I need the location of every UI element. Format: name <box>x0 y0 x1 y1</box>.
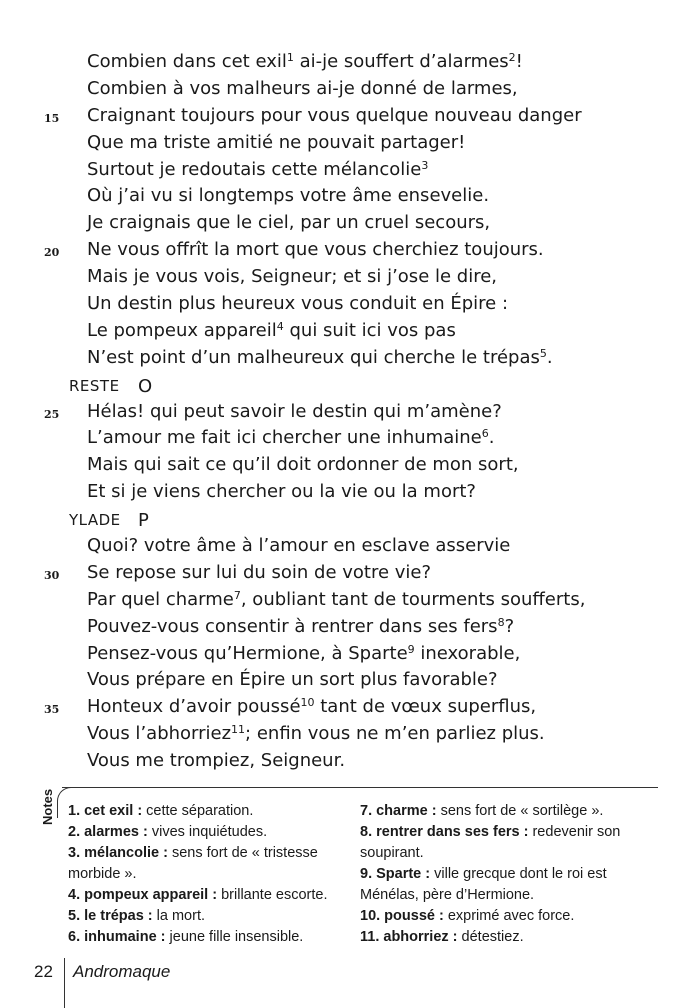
footnote <box>68 843 348 885</box>
verse-group-pylade <box>0 533 700 775</box>
verse-text <box>87 130 465 157</box>
verse-fragment: ; enfin vous ne m’en parliez plus. <box>245 723 545 745</box>
footnote-definition: sens fort de « tristesse morbide ». <box>68 845 318 882</box>
verse-fragment: Par quel charme <box>87 588 234 610</box>
footnote-ref: 11 <box>231 723 246 737</box>
verse-text <box>87 721 545 748</box>
verse-line <box>0 183 700 210</box>
verse-line <box>0 76 700 103</box>
footnote-ref: 1 <box>286 51 294 64</box>
verse-fragment: Où j’ai vu si longtemps votre âme ensevelie. <box>87 185 490 207</box>
footnote-term: 9. Sparte : <box>360 866 431 882</box>
speaker-pylade <box>0 506 700 533</box>
verse-fragment: Honteux d’avoir poussé <box>87 696 301 718</box>
footnote <box>68 822 348 843</box>
speaker-initial: O <box>138 375 153 397</box>
verse-fragment: Un destin plus heureux vous conduit en Épire : <box>87 293 509 315</box>
verse-text <box>87 264 497 291</box>
verse-text <box>87 345 553 372</box>
footnote-ref: 5 <box>539 346 547 360</box>
verse-fragment: , oubliant tant de tourments soufferts, <box>240 588 586 610</box>
verse-fragment: N’est point d’un malheureux qui cherche le trépas <box>87 346 540 368</box>
verse-line <box>0 425 700 452</box>
verse-fragment: . <box>546 346 553 368</box>
verse-line <box>0 479 700 506</box>
verse-line <box>0 345 700 372</box>
line-number: 35 <box>44 703 60 717</box>
verse-fragment: Vous prépare en Épire un sort plus favorable? <box>87 669 498 691</box>
verse-fragment: Ne vous offrît la mort que vous cherchiez toujours. <box>87 239 544 261</box>
speaker-oreste <box>0 372 700 399</box>
verse-group-oreste <box>0 399 700 507</box>
footnote-ref: 7 <box>233 588 241 602</box>
footnote-term: 11. abhorriez : <box>360 929 458 945</box>
verse-line <box>0 721 700 748</box>
verse-line <box>0 264 700 291</box>
verse-fragment: inexorable, <box>414 642 521 664</box>
verse-line <box>0 587 700 614</box>
footnote <box>360 801 660 822</box>
verse-text <box>87 183 489 210</box>
verse-text <box>87 291 508 318</box>
verse-fragment: Craignant toujours pour vous quelque nouveau danger <box>87 104 582 126</box>
verse-fragment: L’amour me fait ici chercher une inhumaine <box>87 427 482 449</box>
verse-line <box>0 318 700 345</box>
footnote-ref: 10 <box>300 696 315 710</box>
verse-line <box>0 614 700 641</box>
verse-line <box>0 399 700 426</box>
verse-fragment: Hélas! qui peut savoir le destin qui m’amène? <box>87 400 502 422</box>
verse-fragment: Combien à vos malheurs ai-je donné de larmes, <box>87 77 518 99</box>
footnote-term: 10. poussé : <box>360 908 444 924</box>
verse-line <box>0 130 700 157</box>
page-number: 22 <box>34 962 53 981</box>
footnote-definition: brillante escorte. <box>217 887 328 903</box>
book-title: Andromaque <box>73 962 171 981</box>
verse-block <box>0 49 700 775</box>
verse-fragment: Vous me trompiez, Seigneur. <box>87 750 346 772</box>
verse-line <box>0 157 700 184</box>
verse-fragment: Vous l’abhorriez <box>87 723 232 745</box>
verse-text <box>87 748 345 775</box>
footnote-definition: ville grecque dont le roi est Ménélas, père d’Hermione. <box>360 866 607 903</box>
footnote <box>68 906 348 927</box>
footnote-term: 3. mélancolie : <box>68 845 168 861</box>
verse-line <box>0 103 700 130</box>
verse-text <box>87 587 585 614</box>
verse-text <box>87 560 431 587</box>
verse-text <box>87 237 544 264</box>
footnote-ref: 2 <box>508 51 516 64</box>
verse-fragment: ! <box>515 51 523 72</box>
verse-text <box>87 76 518 103</box>
verse-line <box>0 641 700 668</box>
footnote <box>360 864 660 906</box>
verse-text <box>87 103 582 130</box>
verse-text <box>87 641 520 668</box>
footnote-term: 8. rentrer dans ses fers : <box>360 824 529 840</box>
verse-fragment: Mais je vous vois, Seigneur; et si j’ose le dire, <box>87 266 498 288</box>
verse-fragment: tant de vœux superflus, <box>314 696 537 718</box>
verse-fragment: Mais qui sait ce qu’il doit ordonner de mon sort, <box>87 454 519 476</box>
speaker-rest: RESTE <box>69 376 120 395</box>
verse-fragment: Le pompeux appareil <box>87 319 277 341</box>
verse-fragment: Et si je viens chercher ou la vie ou la mort? <box>87 481 476 503</box>
verse-group-intro <box>0 49 700 372</box>
verse-fragment: Quoi? votre âme à l’amour en esclave asservie <box>87 535 511 557</box>
verse-text <box>87 667 498 694</box>
notes-right-column <box>360 801 660 948</box>
verse-text <box>87 318 456 345</box>
footnote <box>68 927 348 948</box>
line-number: 25 <box>44 407 60 421</box>
verse-line <box>0 49 700 76</box>
footnote-ref: 8 <box>497 615 505 629</box>
verse-text <box>87 49 523 76</box>
line-number: 15 <box>44 111 60 125</box>
footnote <box>360 927 660 948</box>
footnote-term: 5. le trépas : <box>68 908 153 924</box>
speaker-initial: P <box>138 510 150 532</box>
notes-left-column <box>68 801 348 948</box>
verse-text <box>87 614 514 641</box>
verse-text <box>87 425 494 452</box>
verse-fragment: Se repose sur lui du soin de votre vie? <box>87 561 432 583</box>
verse-line <box>0 210 700 237</box>
footnote-definition: jeune fille insensible. <box>165 929 304 945</box>
verse-fragment: Surtout je redoutais cette mélancolie <box>87 158 422 180</box>
footer-divider <box>64 958 65 1008</box>
verse-line <box>0 667 700 694</box>
verse-line <box>0 533 700 560</box>
footnote-term: 4. pompeux appareil : <box>68 887 218 903</box>
verse-text <box>87 157 428 184</box>
verse-text <box>87 399 502 426</box>
notes-label: Notes <box>40 788 55 825</box>
footnote <box>68 885 348 906</box>
speaker-rest: YLADE <box>69 511 121 530</box>
verse-text <box>87 533 510 560</box>
footnote-ref: 6 <box>481 427 489 441</box>
verse-line <box>0 694 700 721</box>
verse-fragment: ? <box>504 615 515 637</box>
verse-fragment: Que ma triste amitié ne pouvait partager! <box>87 131 466 153</box>
footnote-definition: vives inquiétudes. <box>147 824 268 840</box>
verse-fragment: Je craignais que le ciel, par un cruel secours, <box>87 212 491 234</box>
footnote-definition: détestiez. <box>457 929 524 945</box>
footnote-definition: sens fort de « sortilège ». <box>436 803 604 819</box>
footnote-term: 2. alarmes : <box>68 824 148 840</box>
footnote-term: 7. charme : <box>360 803 437 819</box>
verse-fragment: . <box>488 427 495 449</box>
footnote-definition: exprimé avec force. <box>443 908 575 924</box>
footnote-ref: 3 <box>421 158 429 172</box>
verse-fragment: Pouvez-vous consentir à rentrer dans ses fers <box>87 615 498 637</box>
footnote-definition: la mort. <box>152 908 205 924</box>
verse-fragment: ai-je souffert d’alarmes <box>293 51 509 72</box>
footnote <box>360 822 660 864</box>
footnote-definition: cette séparation. <box>142 803 254 819</box>
footnote <box>360 906 660 927</box>
footnote-term: 6. inhumaine : <box>68 929 166 945</box>
verse-line <box>0 560 700 587</box>
footnote-ref: 4 <box>276 319 284 333</box>
line-number: 30 <box>44 568 60 582</box>
footnote-term: 1. cet exil : <box>68 803 143 819</box>
verse-text <box>87 694 536 721</box>
verse-fragment: Pensez-vous qu’Hermione, à Sparte <box>87 642 408 664</box>
verse-line <box>0 237 700 264</box>
verse-fragment: Combien dans cet exil <box>87 51 287 72</box>
verse-text <box>87 210 490 237</box>
footnote-definition: redevenir son soupirant. <box>360 824 621 861</box>
footnote <box>68 801 348 822</box>
verse-text <box>87 452 519 479</box>
verse-line <box>0 291 700 318</box>
footnote-ref: 9 <box>407 642 415 656</box>
verse-line <box>0 452 700 479</box>
line-number: 20 <box>44 246 60 260</box>
notes-divider <box>62 787 658 788</box>
verse-line <box>0 748 700 775</box>
verse-fragment: qui suit ici vos pas <box>283 319 456 341</box>
verse-text <box>87 479 476 506</box>
